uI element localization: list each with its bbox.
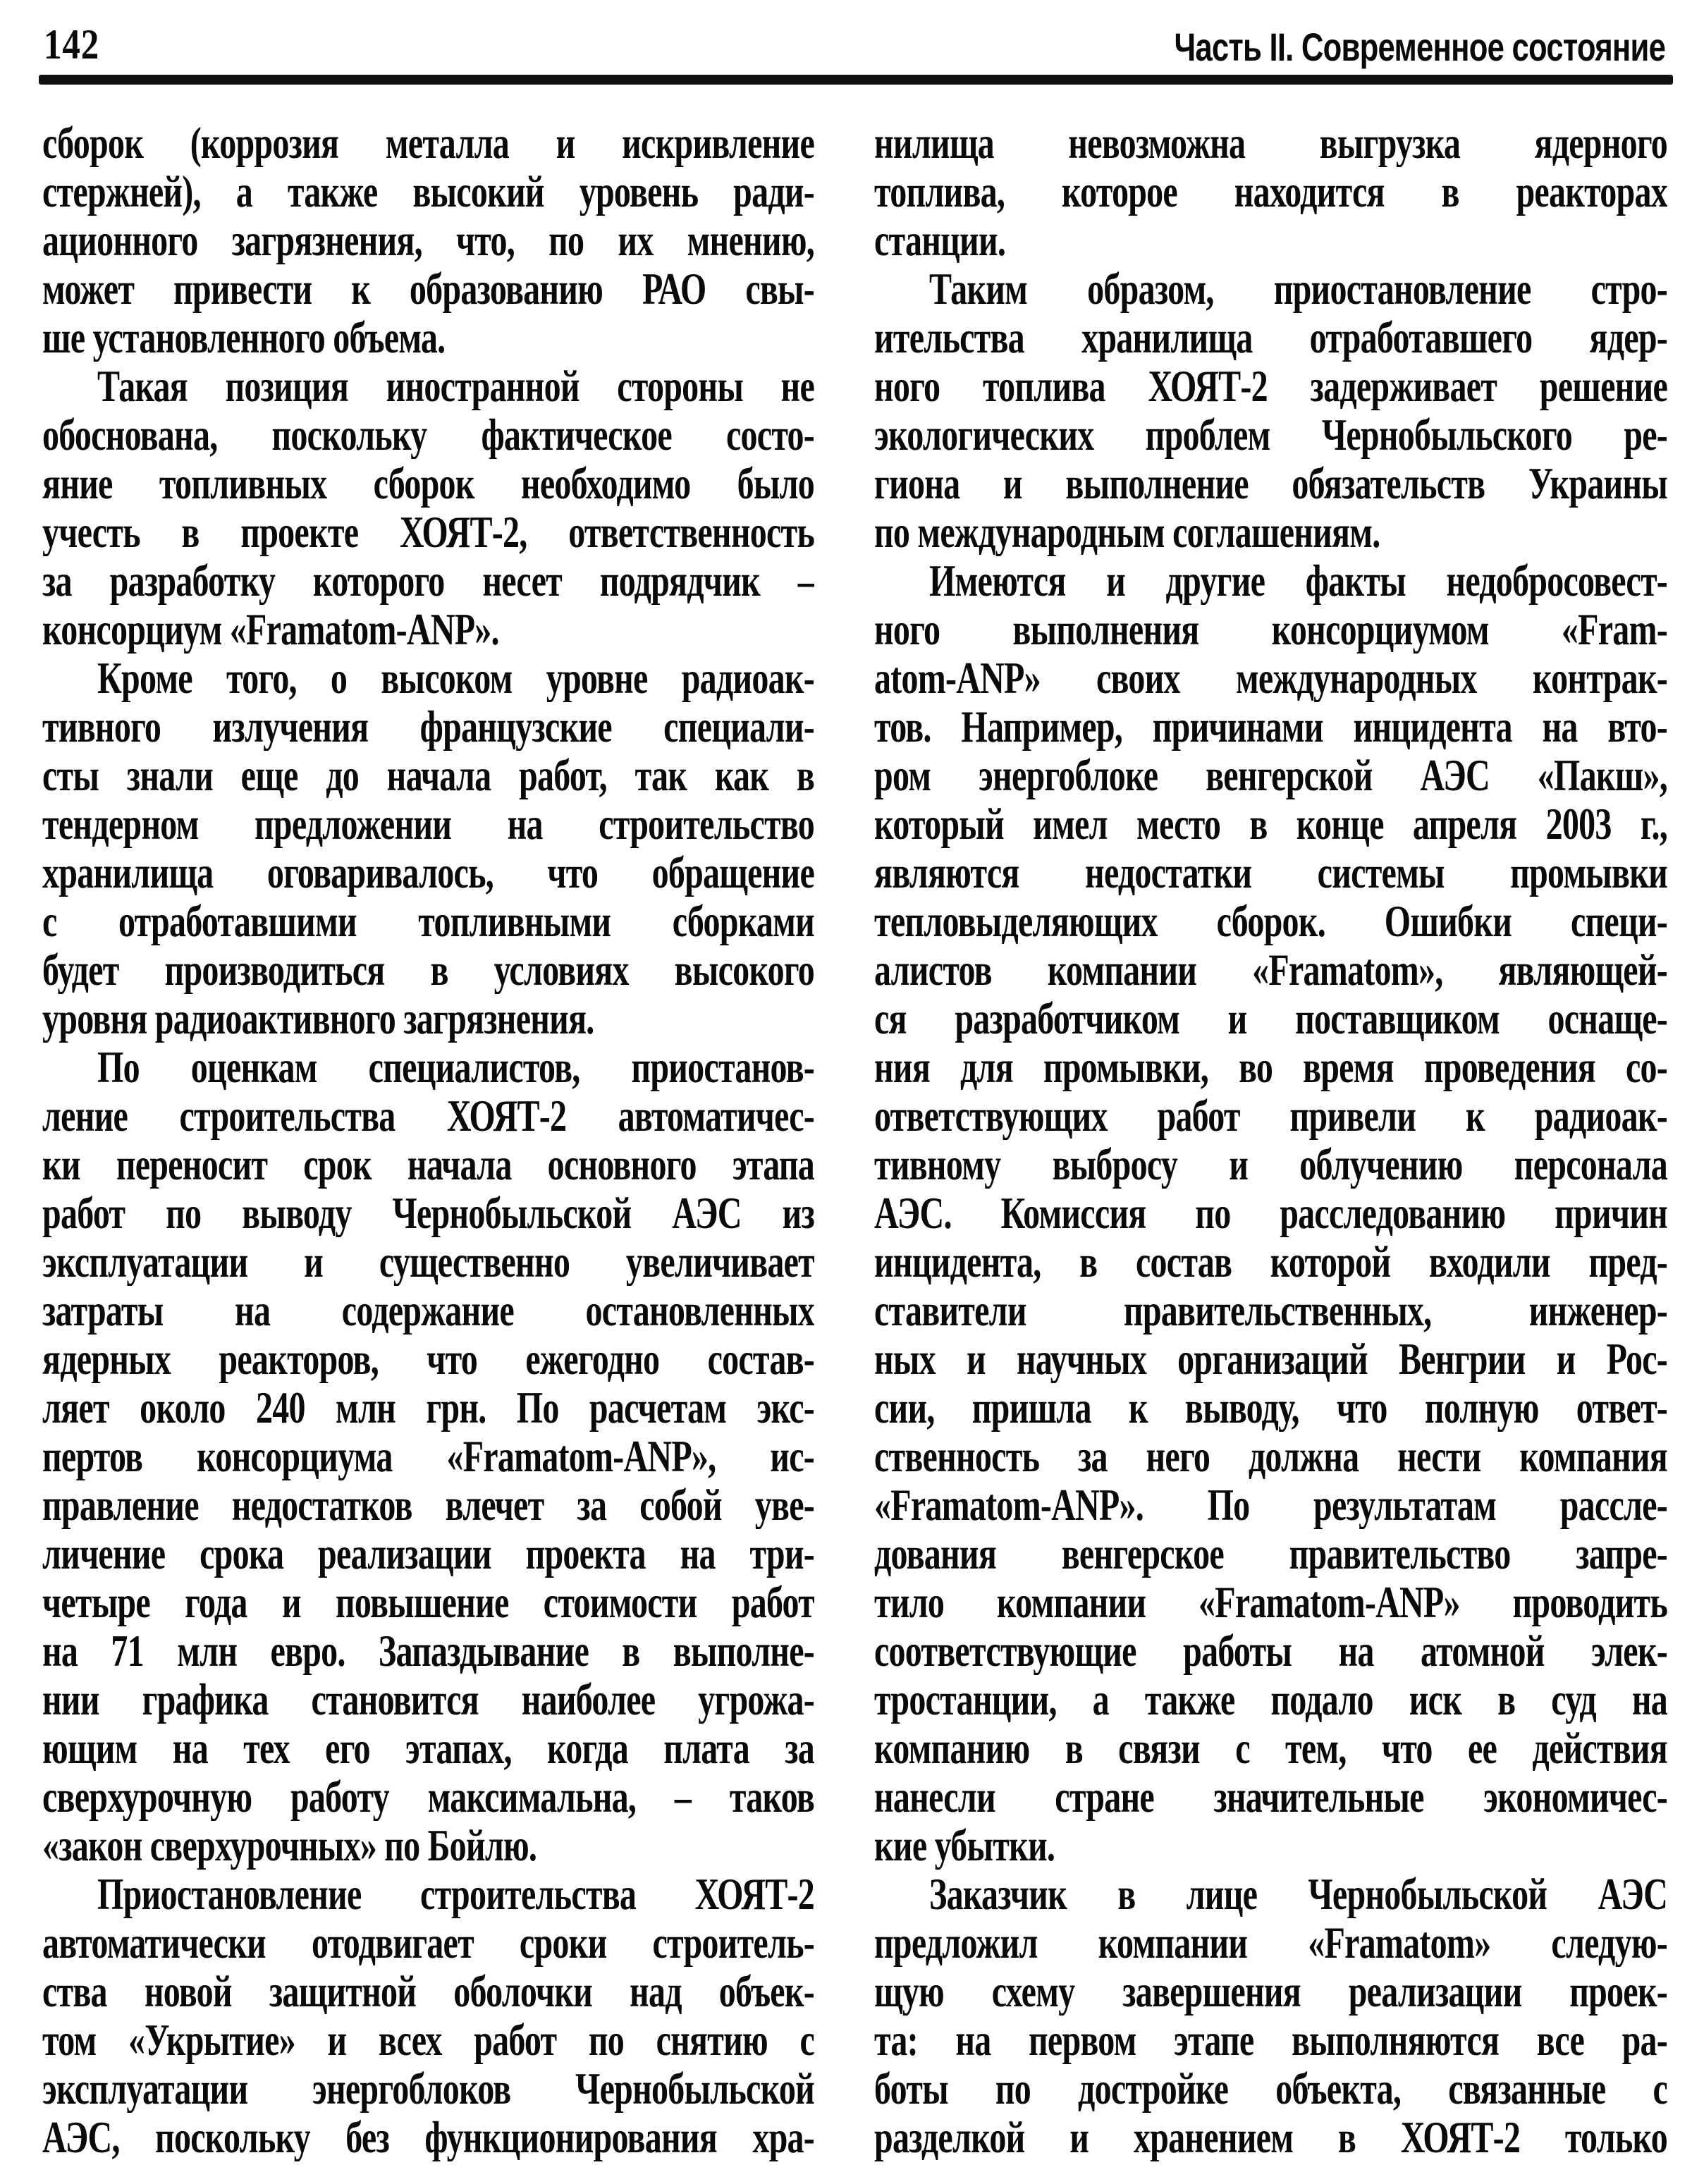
text-line: ного топлива ХОЯТ-2 задерживает решение <box>874 362 1667 410</box>
text-line: автоматически отодвигает сроки строитель- <box>42 1918 814 1967</box>
text-line: Таким образом, приостановление стро- <box>929 264 1667 313</box>
text-line: нии графика становится наиболее угрожа- <box>42 1675 814 1724</box>
text-line: щую схему завершения реализации проек- <box>874 1967 1667 2016</box>
text-line: на 71 млн евро. Запаздывание в выполне- <box>42 1626 814 1675</box>
text-line: работ по выводу Чернобыльской АЭС из <box>42 1189 814 1237</box>
text-line: стержней), а также высокий уровень ради- <box>42 167 814 216</box>
text-line: пертов консорциума «Framatom-ANP», ис- <box>42 1432 814 1480</box>
text-line: правление недостатков влечет за собой уве- <box>42 1480 814 1529</box>
text-line: гиона и выполнение обязательств Украины <box>874 459 1667 508</box>
text-line: консорциум «Framatom-ANP». <box>42 605 499 654</box>
text-line: с отработавшими топливными сборками <box>42 897 814 945</box>
text-line: сии, пришла к выводу, что полную ответ- <box>874 1383 1667 1432</box>
section-title: Часть II. Современное состояние <box>1174 25 1665 69</box>
text-line: который имел место в конце апреля 2003 г., <box>874 799 1667 848</box>
text-line: тов. Например, причинами инцидента на вто- <box>874 702 1667 751</box>
text-line: ядерных реакторов, что ежегодно состав- <box>42 1335 814 1383</box>
text-line: том «Укрытие» и всех работ по снятию с <box>42 2016 814 2064</box>
text-line: ром энергоблоке венгерской АЭС «Пакш», <box>874 751 1667 799</box>
text-line: будет производиться в условиях высокого <box>42 945 814 994</box>
text-line: топлива, которое находится в реакторах <box>874 167 1667 216</box>
text-line: яние топливных сборок необходимо было <box>42 459 814 508</box>
right-text-column <box>874 118 1667 2161</box>
text-line: эксплуатации и существенно увеличивает <box>42 1237 814 1286</box>
text-line: уровня радиоактивного загрязнения. <box>42 994 594 1043</box>
text-line: тепловыделяющих сборок. Ошибки специ- <box>874 897 1667 945</box>
text-line: тивного излучения французские специали- <box>42 702 814 751</box>
text-line: Приостановление строительства ХОЯТ-2 <box>97 1870 814 1918</box>
text-line: за разработку которого несет подрядчик – <box>42 556 814 605</box>
text-line: ного выполнения консорциумом «Fram- <box>874 605 1667 654</box>
running-head <box>0 0 1692 92</box>
text-line: сверхурочную работу максимальна, – таков <box>42 1772 814 1821</box>
text-line: По оценкам специалистов, приостанов- <box>97 1043 814 1091</box>
text-line: личение срока реализации проекта на три- <box>42 1529 814 1578</box>
text-line: Имеются и другие факты недобросовест- <box>929 556 1667 605</box>
text-line: сты знали еще до начала работ, так как в <box>42 751 814 799</box>
text-line: Заказчик в лице Чернобыльской АЭС <box>929 1870 1667 1918</box>
text-line: ки переносит срок начала основного этапа <box>42 1140 814 1189</box>
left-text-column <box>42 118 814 2161</box>
text-line: нанесли стране значительные экономичес- <box>874 1772 1667 1821</box>
text-line: ственность за него должна нести компания <box>874 1432 1667 1480</box>
text-line: тендерном предложении на строительство <box>42 799 814 848</box>
text-line: соответствующие работы на атомной элек- <box>874 1626 1667 1675</box>
text-line: инцидента, в состав которой входили пред- <box>874 1237 1667 1286</box>
text-line: затраты на содержание остановленных <box>42 1286 814 1335</box>
text-line: алистов компании «Framatom», являющей- <box>874 945 1667 994</box>
text-line: тростанции, а также подало иск в суд на <box>874 1675 1667 1724</box>
text-line: тивному выбросу и облучению персонала <box>874 1140 1667 1189</box>
text-line: «Framatom-ANP». По результатам рассле- <box>874 1480 1667 1529</box>
text-line: являются недостатки системы промывки <box>874 848 1667 897</box>
text-line: дования венгерское правительство запре- <box>874 1529 1667 1578</box>
text-line: боты по достройке объекта, связанные с <box>874 2064 1667 2113</box>
text-line: ющим на тех его этапах, когда плата за <box>42 1724 814 1772</box>
text-line: нилища невозможна выгрузка ядерного <box>874 118 1667 167</box>
text-line: ставители правительственных, инженер- <box>874 1286 1667 1335</box>
text-line: та: на первом этапе выполняются все ра- <box>874 2016 1667 2064</box>
text-line: ительства хранилища отработавшего ядер- <box>874 313 1667 362</box>
text-line: четыре года и повышение стоимости работ <box>42 1578 814 1626</box>
text-line: ответствующих работ привели к радиоак- <box>874 1091 1667 1140</box>
header-rule <box>39 75 1673 85</box>
text-line: Кроме того, о высоком уровне радиоак- <box>97 654 814 702</box>
page-number: 142 <box>44 21 100 68</box>
text-line: компанию в связи с тем, что ее действия <box>874 1724 1667 1772</box>
text-line: Такая позиция иностранной стороны не <box>97 362 814 410</box>
text-line: «закон сверхурочных» по Бойлю. <box>42 1821 537 1870</box>
text-line: хранилища оговаривалось, что обращение <box>42 848 814 897</box>
text-line: atom-ANP» своих международных контрак- <box>874 654 1667 702</box>
text-line: разделкой и хранением в ХОЯТ-2 только <box>874 2113 1667 2161</box>
text-line: станции. <box>874 216 1006 264</box>
text-line: тило компании «Framatom-ANP» проводить <box>874 1578 1667 1626</box>
text-line: эксплуатации энергоблоков Чернобыльской <box>42 2064 814 2113</box>
text-line: АЭС, поскольку без функционирования хра- <box>42 2113 814 2161</box>
text-line: экологических проблем Чернобыльского ре- <box>874 410 1667 459</box>
text-line: предложил компании «Framatom» следую- <box>874 1918 1667 1967</box>
text-line: учесть в проекте ХОЯТ-2, ответственность <box>42 508 814 556</box>
text-line: по международным соглашениям. <box>874 508 1380 556</box>
text-line: ляет около 240 млн грн. По расчетам экс- <box>42 1383 814 1432</box>
text-line: ление строительства ХОЯТ-2 автоматичес- <box>42 1091 814 1140</box>
text-line: ся разработчиком и поставщиком оснаще- <box>874 994 1667 1043</box>
text-line: сборок (коррозия металла и искривление <box>42 118 814 167</box>
text-line: ных и научных организаций Венгрии и Рос- <box>874 1335 1667 1383</box>
text-line: ния для промывки, во время проведения со- <box>874 1043 1667 1091</box>
text-line: ше установленного объема. <box>42 313 446 362</box>
text-line: ационного загрязнения, что, по их мнению, <box>42 216 814 264</box>
text-line: АЭС. Комиссия по расследованию причин <box>874 1189 1667 1237</box>
text-line: кие убытки. <box>874 1821 1055 1870</box>
text-line: может привести к образованию РАО свы- <box>42 264 814 313</box>
text-line: ства новой защитной оболочки над объек- <box>42 1967 814 2016</box>
text-line: обоснована, поскольку фактическое состо- <box>42 410 814 459</box>
